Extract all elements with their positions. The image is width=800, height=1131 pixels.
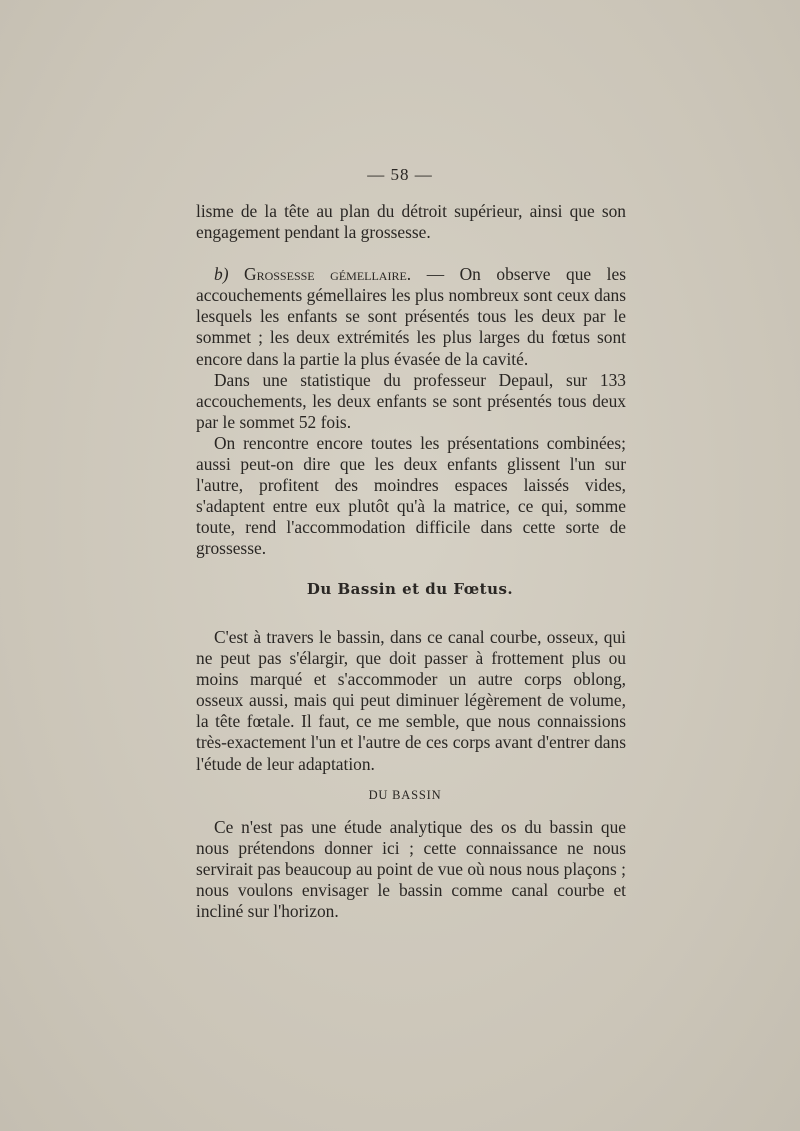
subheading: DU BASSIN xyxy=(368,788,442,802)
upper-text xyxy=(196,201,626,560)
section-b-title: Grossesse gémellaire. xyxy=(244,264,412,285)
depaul-paragraph: Dans une statistique du professeur Depaul, sur 133 accouchements, les deux enfants se sont présentés tous deux par le sommet 52 fois. xyxy=(196,369,626,432)
continuation-paragraph: lisme de la tête au plan du détroit supérieur, ainsi que son engagement pendant la grossesse. xyxy=(196,201,626,243)
section-b-text: — On observe que les accouchements gémellaires les plus nombreux sont ceux dans lesquels les enfants se sont présentés tous les deux par le sommet ; les deux extrémités les plus larges du fœtus sont encore dans la partie la plus évasée de la cavité. xyxy=(196,264,626,369)
intro-paragraph: C'est à travers le bassin, dans ce canal courbe, osseux, qui ne peut pas s'élargir, que doit passer à frottement plus ou moins marqué et s'accommoder un autre corps oblong, osseux aussi, mais qui peut diminuer légèrement de volume, la tête fœtale. Il faut, ce me semble, que nous connaissions très-exactement l'un et l'autre de ces corps avant d'entrer dans l'étude de leur adaptation. xyxy=(196,627,626,774)
page-number: — 58 — xyxy=(367,165,433,184)
section-b-paragraph xyxy=(196,264,626,369)
section-heading: Du Bassin et du Fœtus. xyxy=(306,580,514,598)
presentations-paragraph: On rencontre encore toutes les présentations combinées; aussi peut-on dire que les deux enfants glissent l'un sur l'autre, profitent des moindres espaces laissés vides, s'adaptent entre eux plutôt qu'à la matrice, ce qui, somme toute, rend l'accommodation difficile dans cette sorte de grossesse. xyxy=(196,432,626,559)
section-b-label: b) xyxy=(214,264,245,285)
intro-text xyxy=(196,627,626,775)
bassin-paragraph: Ce n'est pas une étude analytique des os du bassin que nous prétendons donner ici ; cette connaissance ne nous servirait pas beaucoup au point de vue où nous nous plaçons ; nous voulons envisager le bassin comme canal courbe et incliné sur l'horizon. xyxy=(196,817,626,922)
bassin-text xyxy=(196,817,626,922)
